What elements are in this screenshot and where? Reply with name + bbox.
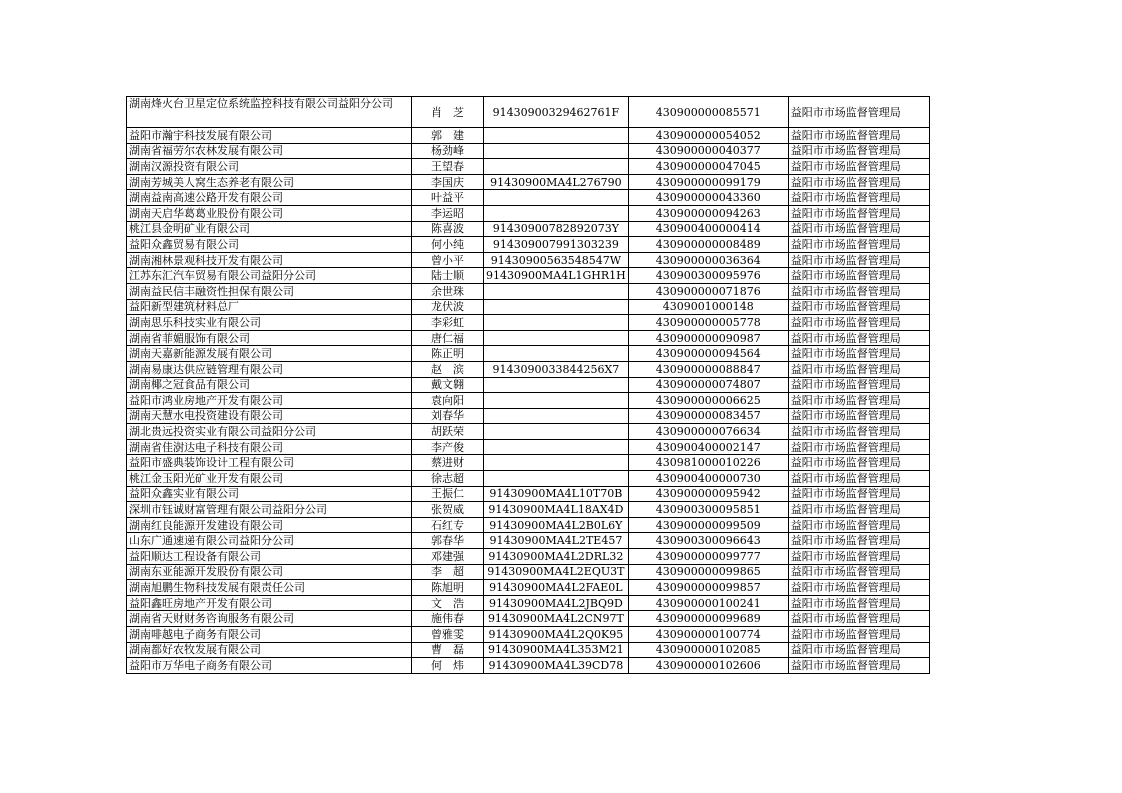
registration-number-cell: 430900000099865 <box>628 564 788 580</box>
records-table-body <box>127 97 930 674</box>
representative-cell: 何 炜 <box>412 658 484 674</box>
representative-cell: 李彩虹 <box>412 315 484 331</box>
table-row <box>127 533 930 549</box>
registration-number-cell: 430900000008489 <box>628 237 788 253</box>
representative-cell: 张贺威 <box>412 502 484 518</box>
representative-cell: 杨劲峰 <box>412 143 484 159</box>
table-row <box>127 642 930 658</box>
table-row <box>127 517 930 533</box>
company-name-cell: 益阳市瀚宇科技发展有限公司 <box>127 128 412 144</box>
company-name-cell: 益阳顺达工程设备有限公司 <box>127 549 412 565</box>
credit-code-cell: 91430900329462761F <box>484 97 629 128</box>
representative-cell: 李 超 <box>412 564 484 580</box>
authority-cell: 益阳市市场监督管理局 <box>788 330 929 346</box>
representative-cell: 施伟春 <box>412 611 484 627</box>
company-name-cell: 湖南旭鹏生物科技发展有限责任公司 <box>127 580 412 596</box>
authority-cell: 益阳市市场监督管理局 <box>788 517 929 533</box>
company-name-cell: 湖南红良能源开发建设有限公司 <box>127 517 412 533</box>
credit-code-cell <box>484 471 629 487</box>
representative-cell: 肖 芝 <box>412 97 484 128</box>
company-name-cell: 湖南天启华葛葛业股份有限公司 <box>127 205 412 221</box>
credit-code-cell: 91430900782892073Y <box>484 221 629 237</box>
company-name-cell: 益阳众鑫实业有限公司 <box>127 486 412 502</box>
registration-number-cell: 430900000094263 <box>628 205 788 221</box>
table-row <box>127 595 930 611</box>
authority-cell: 益阳市市场监督管理局 <box>788 642 929 658</box>
credit-code-cell: 91430900MA4L2CN97T <box>484 611 629 627</box>
authority-cell: 益阳市市场监督管理局 <box>788 190 929 206</box>
registration-number-cell: 430900000071876 <box>628 283 788 299</box>
credit-code-cell <box>484 190 629 206</box>
registration-number-cell: 430900000005778 <box>628 315 788 331</box>
authority-cell: 益阳市市场监督管理局 <box>788 299 929 315</box>
representative-cell: 蔡进财 <box>412 455 484 471</box>
table-row <box>127 237 930 253</box>
company-name-cell: 益阳鑫旺房地产开发有限公司 <box>127 595 412 611</box>
authority-cell: 益阳市市场监督管理局 <box>788 97 929 128</box>
table-row <box>127 439 930 455</box>
company-name-cell: 湖南益民信丰融资性担保有限公司 <box>127 283 412 299</box>
authority-cell: 益阳市市场监督管理局 <box>788 424 929 440</box>
authority-cell: 益阳市市场监督管理局 <box>788 471 929 487</box>
company-name-cell: 湖南芳城美人窝生态养老有限公司 <box>127 174 412 190</box>
registration-number-cell: 430900000099689 <box>628 611 788 627</box>
table-row <box>127 268 930 284</box>
table-row <box>127 471 930 487</box>
credit-code-cell: 91430900MA4L2JBQ9D <box>484 595 629 611</box>
table-row <box>127 549 930 565</box>
representative-cell: 袁向阳 <box>412 393 484 409</box>
registration-number-cell: 430900000047045 <box>628 159 788 175</box>
authority-cell: 益阳市市场监督管理局 <box>788 455 929 471</box>
table-row <box>127 580 930 596</box>
authority-cell: 益阳市市场监督管理局 <box>788 564 929 580</box>
representative-cell: 王望春 <box>412 159 484 175</box>
representative-cell: 叶益平 <box>412 190 484 206</box>
records-table <box>126 96 930 674</box>
credit-code-cell <box>484 315 629 331</box>
representative-cell: 龙伏波 <box>412 299 484 315</box>
table-row <box>127 252 930 268</box>
registration-number-cell: 430900000083457 <box>628 408 788 424</box>
company-name-cell: 湖南湘林景观科技开发有限公司 <box>127 252 412 268</box>
authority-cell: 益阳市市场监督管理局 <box>788 268 929 284</box>
company-name-cell: 湖南省福劳尔农林发展有限公司 <box>127 143 412 159</box>
representative-cell: 李产俊 <box>412 439 484 455</box>
table-row <box>127 408 930 424</box>
registration-number-cell: 430900000102085 <box>628 642 788 658</box>
credit-code-cell <box>484 299 629 315</box>
credit-code-cell: 91430900MA4L2DRL32 <box>484 549 629 565</box>
table-row <box>127 221 930 237</box>
authority-cell: 益阳市市场监督管理局 <box>788 128 929 144</box>
authority-cell: 益阳市市场监督管理局 <box>788 595 929 611</box>
company-name-cell: 益阳市鸿业房地产开发有限公司 <box>127 393 412 409</box>
company-name-cell: 山东广通速递有限公司益阳分公司 <box>127 533 412 549</box>
registration-number-cell: 430900000094564 <box>628 346 788 362</box>
company-name-cell: 益阳市万华电子商务有限公司 <box>127 658 412 674</box>
authority-cell: 益阳市市场监督管理局 <box>788 393 929 409</box>
registration-number-cell: 4309001000148 <box>628 299 788 315</box>
credit-code-cell: 91430900MA4L2FAE0L <box>484 580 629 596</box>
authority-cell: 益阳市市场监督管理局 <box>788 627 929 643</box>
table-row <box>127 299 930 315</box>
authority-cell: 益阳市市场监督管理局 <box>788 237 929 253</box>
representative-cell: 李运昭 <box>412 205 484 221</box>
credit-code-cell: 91430900MA4L2EQU3T <box>484 564 629 580</box>
company-name-cell: 益阳市盛典装饰设计工程有限公司 <box>127 455 412 471</box>
credit-code-cell <box>484 205 629 221</box>
authority-cell: 益阳市市场监督管理局 <box>788 377 929 393</box>
company-name-cell: 湖南烽火台卫星定位系统监控科技有限公司益阳分公司 <box>127 97 412 128</box>
table-row <box>127 502 930 518</box>
representative-cell: 陆士顺 <box>412 268 484 284</box>
credit-code-cell <box>484 128 629 144</box>
representative-cell: 陈旭明 <box>412 580 484 596</box>
representative-cell: 戴文翱 <box>412 377 484 393</box>
registration-number-cell: 430900000099509 <box>628 517 788 533</box>
credit-code-cell <box>484 439 629 455</box>
registration-number-cell: 430900000076634 <box>628 424 788 440</box>
company-name-cell: 湖南省菲媚服饰有限公司 <box>127 330 412 346</box>
table-row <box>127 377 930 393</box>
representative-cell: 曾雅雯 <box>412 627 484 643</box>
registration-number-cell: 430981000010226 <box>628 455 788 471</box>
credit-code-cell: 91430900563548547W <box>484 252 629 268</box>
authority-cell: 益阳市市场监督管理局 <box>788 346 929 362</box>
authority-cell: 益阳市市场监督管理局 <box>788 439 929 455</box>
registration-number-cell: 430900000099179 <box>628 174 788 190</box>
registration-number-cell: 430900000095942 <box>628 486 788 502</box>
table-row <box>127 346 930 362</box>
credit-code-cell <box>484 455 629 471</box>
representative-cell: 刘春华 <box>412 408 484 424</box>
registration-number-cell: 430900000088847 <box>628 361 788 377</box>
authority-cell: 益阳市市场监督管理局 <box>788 252 929 268</box>
credit-code-cell <box>484 283 629 299</box>
authority-cell: 益阳市市场监督管理局 <box>788 283 929 299</box>
registration-number-cell: 430900000100241 <box>628 595 788 611</box>
company-name-cell: 湖南汉源投资有限公司 <box>127 159 412 175</box>
registration-number-cell: 430900000099857 <box>628 580 788 596</box>
credit-code-cell <box>484 159 629 175</box>
company-name-cell: 益阳众鑫贸易有限公司 <box>127 237 412 253</box>
credit-code-cell <box>484 393 629 409</box>
representative-cell: 王振仁 <box>412 486 484 502</box>
credit-code-cell <box>484 408 629 424</box>
company-name-cell: 湖北贵远投资实业有限公司益阳分公司 <box>127 424 412 440</box>
table-row <box>127 97 930 128</box>
registration-number-cell: 430900000100774 <box>628 627 788 643</box>
registration-number-cell: 430900000102606 <box>628 658 788 674</box>
company-name-cell: 桃江县金明矿业有限公司 <box>127 221 412 237</box>
authority-cell: 益阳市市场监督管理局 <box>788 486 929 502</box>
company-name-cell: 湖南啡越电子商务有限公司 <box>127 627 412 643</box>
table-row <box>127 283 930 299</box>
credit-code-cell: 91430900MA4L18AX4D <box>484 502 629 518</box>
representative-cell: 曹 磊 <box>412 642 484 658</box>
company-name-cell: 湖南椰之冠食品有限公司 <box>127 377 412 393</box>
table-row <box>127 205 930 221</box>
table-row <box>127 455 930 471</box>
credit-code-cell: 91430900MA4L353M21 <box>484 642 629 658</box>
authority-cell: 益阳市市场监督管理局 <box>788 533 929 549</box>
registration-number-cell: 430900000090987 <box>628 330 788 346</box>
registration-number-cell: 430900300096643 <box>628 533 788 549</box>
representative-cell: 何小纯 <box>412 237 484 253</box>
registration-number-cell: 430900300095851 <box>628 502 788 518</box>
registration-number-cell: 430900400000414 <box>628 221 788 237</box>
authority-cell: 益阳市市场监督管理局 <box>788 315 929 331</box>
representative-cell: 陈喜波 <box>412 221 484 237</box>
representative-cell: 赵 滨 <box>412 361 484 377</box>
authority-cell: 益阳市市场监督管理局 <box>788 221 929 237</box>
registration-number-cell: 430900000043360 <box>628 190 788 206</box>
credit-code-cell: 91430900MA4L2Q0K95 <box>484 627 629 643</box>
company-name-cell: 湖南思乐科技实业有限公司 <box>127 315 412 331</box>
authority-cell: 益阳市市场监督管理局 <box>788 361 929 377</box>
authority-cell: 益阳市市场监督管理局 <box>788 611 929 627</box>
representative-cell: 胡跃荣 <box>412 424 484 440</box>
registration-number-cell: 430900000040377 <box>628 143 788 159</box>
representative-cell: 余世珠 <box>412 283 484 299</box>
registration-number-cell: 430900000006625 <box>628 393 788 409</box>
representative-cell: 邓建强 <box>412 549 484 565</box>
representative-cell: 李国庆 <box>412 174 484 190</box>
company-name-cell: 湖南省天财财务咨询服务有限公司 <box>127 611 412 627</box>
table-row <box>127 393 930 409</box>
representative-cell: 石红专 <box>412 517 484 533</box>
company-name-cell: 湖南天慧水电投资建设有限公司 <box>127 408 412 424</box>
table-row <box>127 658 930 674</box>
company-name-cell: 江苏东汇汽车贸易有限公司益阳分公司 <box>127 268 412 284</box>
authority-cell: 益阳市市场监督管理局 <box>788 658 929 674</box>
company-name-cell: 桃江金玉阳光矿业开发有限公司 <box>127 471 412 487</box>
representative-cell: 徐志超 <box>412 471 484 487</box>
authority-cell: 益阳市市场监督管理局 <box>788 549 929 565</box>
table-row <box>127 424 930 440</box>
representative-cell: 郭 建 <box>412 128 484 144</box>
company-name-cell: 湖南易康达供应链管理有限公司 <box>127 361 412 377</box>
credit-code-cell <box>484 424 629 440</box>
registration-number-cell: 430900000036364 <box>628 252 788 268</box>
registration-number-cell: 430900000099777 <box>628 549 788 565</box>
authority-cell: 益阳市市场监督管理局 <box>788 174 929 190</box>
credit-code-cell: 91430900MA4L276790 <box>484 174 629 190</box>
representative-cell: 唐仁福 <box>412 330 484 346</box>
authority-cell: 益阳市市场监督管理局 <box>788 205 929 221</box>
table-row <box>127 159 930 175</box>
table-row <box>127 564 930 580</box>
representative-cell: 陈正明 <box>412 346 484 362</box>
representative-cell: 文 浩 <box>412 595 484 611</box>
table-row <box>127 143 930 159</box>
authority-cell: 益阳市市场监督管理局 <box>788 580 929 596</box>
company-name-cell: 深圳市钰诚财富管理有限公司益阳分公司 <box>127 502 412 518</box>
registration-number-cell: 430900400002147 <box>628 439 788 455</box>
authority-cell: 益阳市市场监督管理局 <box>788 143 929 159</box>
table-row <box>127 611 930 627</box>
table-row <box>127 361 930 377</box>
authority-cell: 益阳市市场监督管理局 <box>788 502 929 518</box>
credit-code-cell: 91430900MA4L2TE457 <box>484 533 629 549</box>
credit-code-cell: 91430900MA4L2B0L6Y <box>484 517 629 533</box>
credit-code-cell: 91430900MA4L39CD78 <box>484 658 629 674</box>
table-row <box>127 627 930 643</box>
registration-number-cell: 430900000054052 <box>628 128 788 144</box>
representative-cell: 郭春华 <box>412 533 484 549</box>
table-row <box>127 486 930 502</box>
credit-code-cell: 914309007991303239 <box>484 237 629 253</box>
table-row <box>127 190 930 206</box>
registration-number-cell: 430900000074807 <box>628 377 788 393</box>
table-row <box>127 174 930 190</box>
company-name-cell: 益阳新型建筑材料总厂 <box>127 299 412 315</box>
registration-number-cell: 430900000085571 <box>628 97 788 128</box>
table-row <box>127 128 930 144</box>
credit-code-cell: 9143090033844256X7 <box>484 361 629 377</box>
representative-cell: 曾小平 <box>412 252 484 268</box>
registration-number-cell: 430900300095976 <box>628 268 788 284</box>
company-name-cell: 湖南都好农牧发展有限公司 <box>127 642 412 658</box>
credit-code-cell: 91430900MA4L1GHR1H <box>484 268 629 284</box>
credit-code-cell <box>484 330 629 346</box>
credit-code-cell <box>484 346 629 362</box>
company-name-cell: 湖南省佳澍达电子科技有限公司 <box>127 439 412 455</box>
company-name-cell: 湖南天嘉新能源发展有限公司 <box>127 346 412 362</box>
company-name-cell: 湖南益南高速公路开发有限公司 <box>127 190 412 206</box>
authority-cell: 益阳市市场监督管理局 <box>788 408 929 424</box>
credit-code-cell: 91430900MA4L10T70B <box>484 486 629 502</box>
authority-cell: 益阳市市场监督管理局 <box>788 159 929 175</box>
table-row <box>127 330 930 346</box>
table-row <box>127 315 930 331</box>
credit-code-cell <box>484 143 629 159</box>
credit-code-cell <box>484 377 629 393</box>
company-name-cell: 湖南东亚能源开发股份有限公司 <box>127 564 412 580</box>
registration-number-cell: 430900400000730 <box>628 471 788 487</box>
